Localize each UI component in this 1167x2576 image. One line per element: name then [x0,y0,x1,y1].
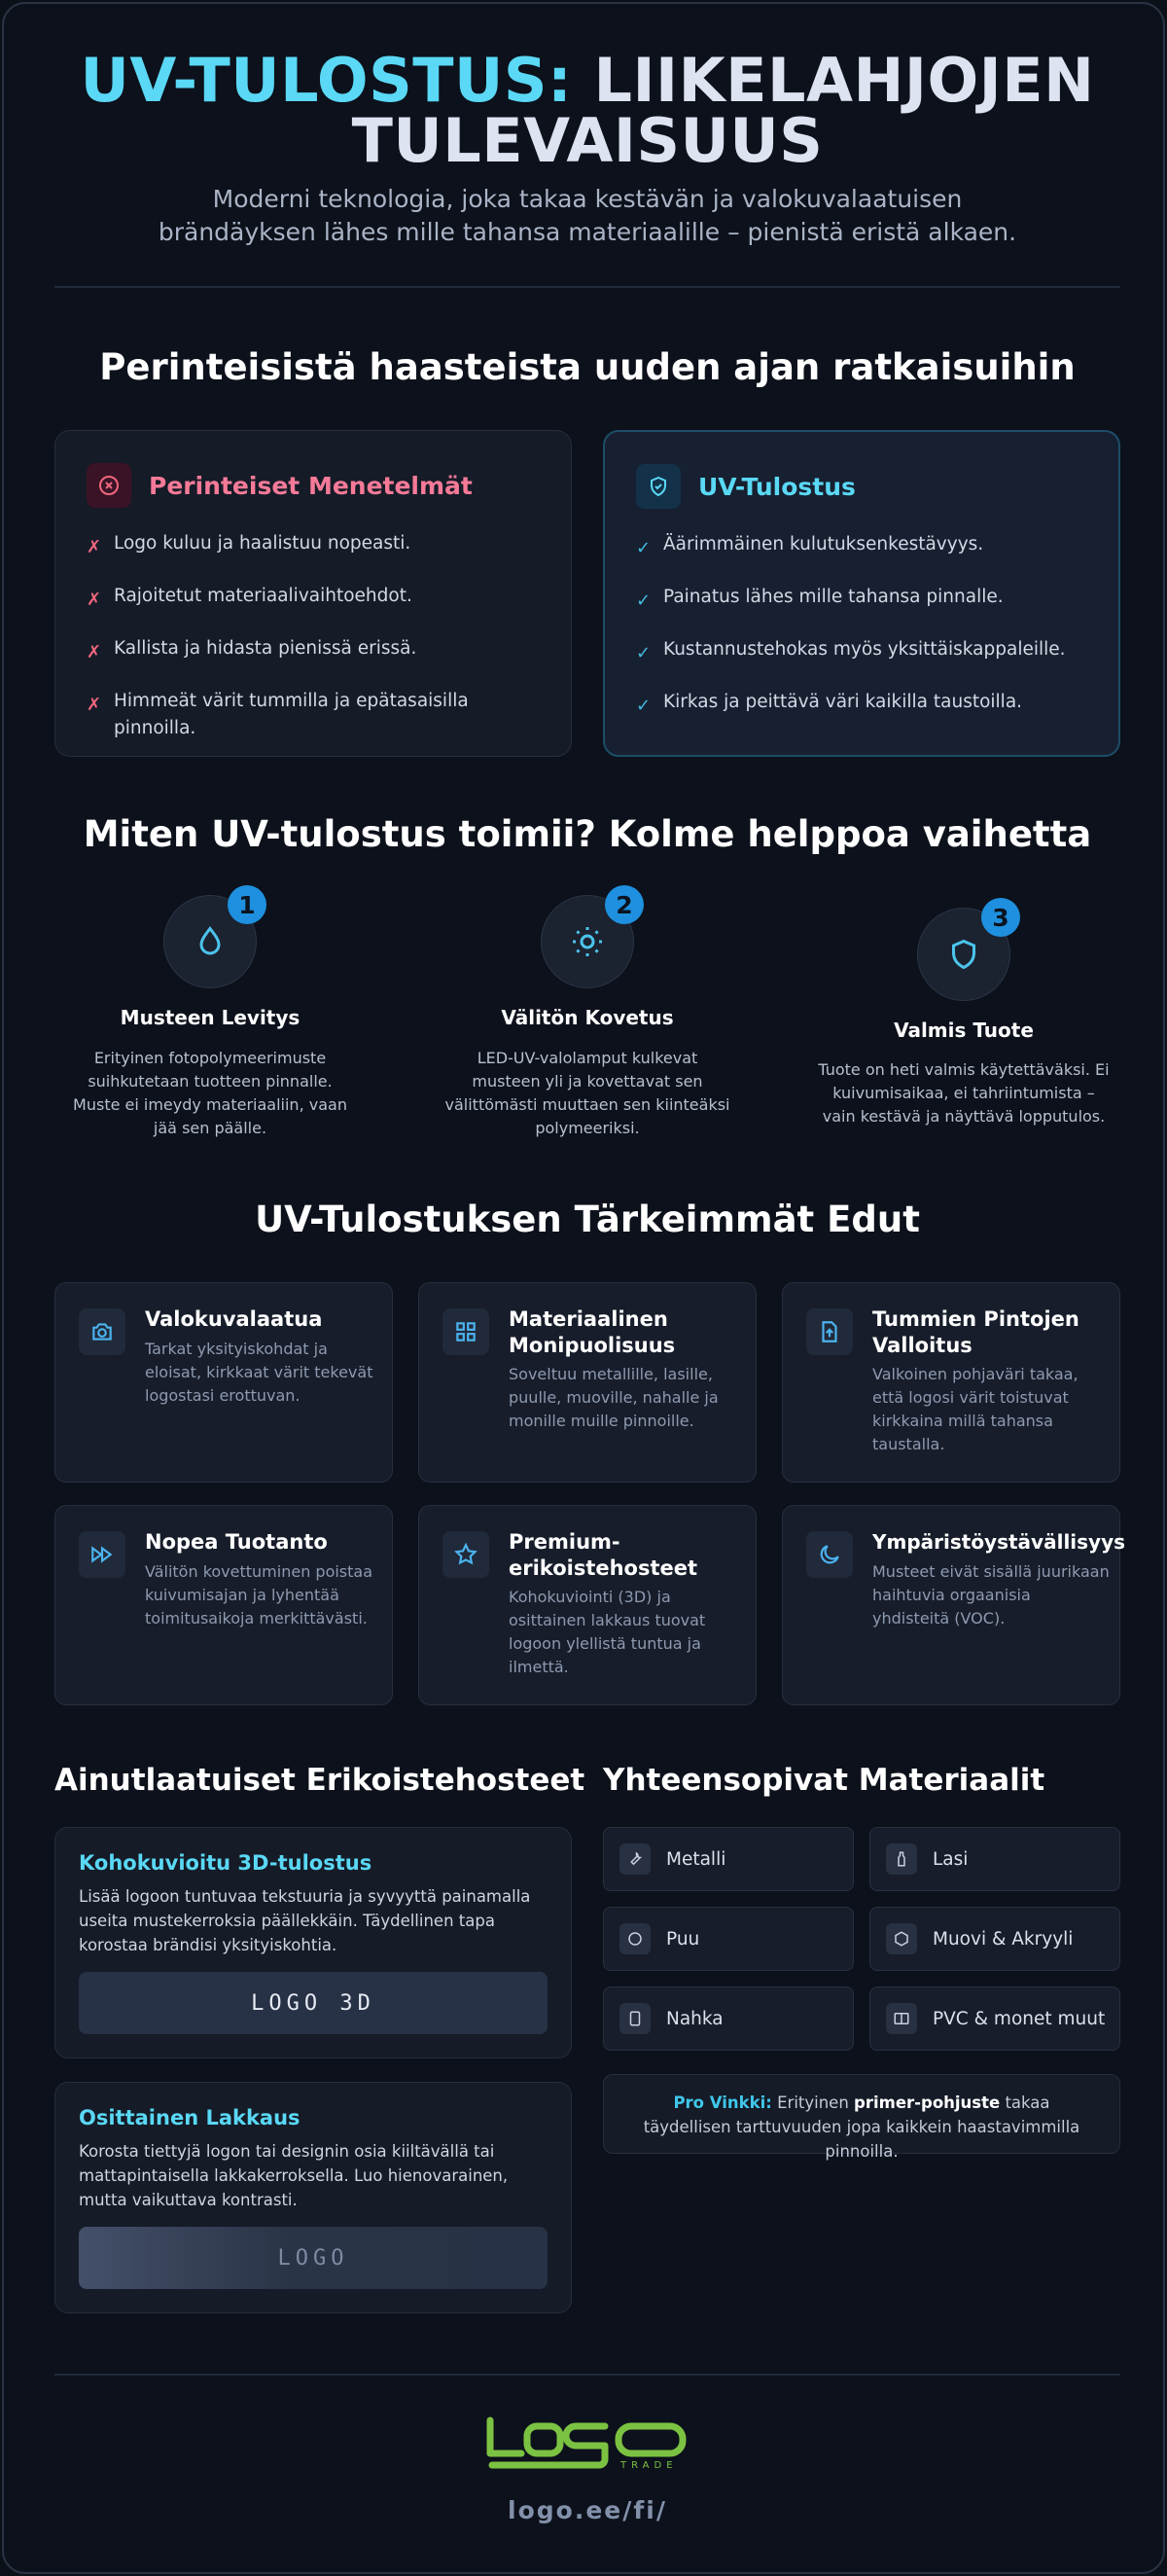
benefit-desc: Välitön kovettuminen poistaa kuivumisajan ja lyhentää toimitusaikoja merkittävästi. [145,1562,373,1628]
header-divider [54,286,1120,288]
effect-title: Kohokuvioitu 3D-tulostus [79,1851,372,1875]
effect-desc: Korosta tiettyjä logon tai designin osia kiiltävällä tai mattapintaisella lakkakerroksella. Luo hienovarainen, mutta vaikuttava kontrasti. [79,2142,509,2209]
x-circle-icon [87,463,131,508]
benefit-title: Nopea Tuotanto [145,1530,328,1554]
list-item: ✓ Kustannustehokas myös yksittäiskappaleille. [636,639,1066,663]
benefit-desc: Musteet eivät sisällä juurikaan haihtuvia orgaanisia yhdisteitä (VOC). [872,1562,1110,1628]
file-upload-icon [806,1308,853,1355]
material-label: Muovi & Akryyli [933,1928,1074,1950]
steps-title: Miten UV-tulostus toimii? Kolme helppoa vaihetta [83,813,1092,855]
book-icon [886,2003,917,2034]
benefit-desc: Kohokuviointi (3D) ja osittainen lakkaus tuovat logoon ylellistä tuntua ja ilmettä. [509,1588,706,1676]
benefit-title: Tummien Pintojen Valloitus [872,1307,1079,1357]
benefit-title: Ympäristöystävällisyys [872,1530,1126,1554]
list-item: ✗ Rajoitetut materiaalivaihtoehdot. [87,586,412,610]
logo-varnish-demo: LOGO [79,2227,548,2289]
fast-forward-icon [79,1531,125,1578]
effect-card-varnish [54,2082,572,2313]
benefit-card [418,1282,757,1483]
bottle-icon [886,1843,917,1875]
list-item: ✗ Himmeät värit tummilla ja epätasaisilla pinnoilla. [87,691,469,738]
logo-trade-logo[interactable] [482,2415,692,2471]
materials-title: Yhteensopivat Materiaalit [603,1763,1045,1798]
material-pvc [869,1986,1120,2051]
logo-3d-demo: LOGO 3D [79,1972,548,2034]
benefit-card [782,1505,1126,1705]
page-frame [2,2,1165,2574]
page-subtitle: Moderni teknologia, joka takaa kestävän ja valokuvalaatuisen brändäyksen lähes mille tahansa materiaalille – pienistä eristä alkaen. [158,185,1017,246]
benefit-card [54,1505,393,1705]
grid-icon [442,1308,489,1355]
uv-printing-card [603,430,1120,757]
page-title [4,45,1165,176]
uv-title: UV-Tulostus [698,472,856,501]
list-item: ✓ Kirkas ja peittävä väri kaikilla taustoilla. [636,692,1023,716]
step-desc: Tuote on heti valmis käytettäväksi. Ei kuivumisaikaa, ei tahriintumista – vain kestävä ja näyttävä lopputulos. [818,1060,1110,1126]
material-label: Lasi [933,1848,969,1870]
material-label: Puu [666,1928,700,1950]
effect-title: Osittainen Lakkaus [79,2106,301,2129]
footer-url-link[interactable]: logo.ee/fi/ [508,2496,667,2524]
list-item: ✓ Painatus lähes mille tahansa pinnalle. [636,587,1004,611]
step-desc: Erityinen fotopolymeerimuste suihkutetaan tuotteen pinnalle. Muste ei imeydy materiaaliin, vaan jää sen päälle. [73,1049,347,1137]
camera-icon [79,1308,125,1355]
material-label: Metalli [666,1848,726,1870]
effects-title: Ainutlaatuiset Erikoistehosteet [54,1763,585,1798]
list-item: ✗ Logo kuluu ja haalistuu nopeasti. [87,533,411,557]
benefit-title: Premium-erikoistehosteet [509,1530,698,1580]
pro-tip: Pro Vinkki: Erityinen primer-pohjuste takaa täydellisen tarttuvuuden jopa kaikkein haastavimmilla pinnoilla. [603,2074,1120,2154]
step-number: 2 [605,885,644,924]
title-accent: UV-TULOSTUS: [80,45,573,116]
moon-icon [806,1531,853,1578]
benefit-desc: Soveltuu metallille, lasille, puulle, muoville, nahalle ja monille muille pinnoille. [509,1365,719,1430]
list-item: ✗ Kallista ja hidasta pienissä erissä. [87,638,417,662]
traditional-title: Perinteiset Menetelmät [149,471,473,500]
effect-desc: Lisää logoon tuntuvaa tekstuuria ja syvyyttä painamalla useita mustekerroksia päällekkäin. Täydellinen tapa korostaa brändisi yksityiskohtia. [79,1887,531,1954]
shield-check-icon [636,464,681,509]
benefit-card [418,1505,757,1705]
title-rest: LIIKELAHJOJEN TULEVAISUUS [351,45,1095,176]
benefits-title: UV-Tulostuksen Tärkeimmät Edut [255,1199,920,1240]
comparison-title: Perinteisistä haasteista uuden ajan ratkaisuihin [99,346,1076,388]
step-title: Välitön Kovetus [501,1006,674,1029]
material-label: PVC & monet muut [933,2008,1106,2029]
benefit-desc: Tarkat yksityiskohdat ja eloisat, kirkkaat värit tekevät logostasi erottuvan. [145,1340,373,1405]
circle-icon [619,1923,651,1954]
material-glass [869,1827,1120,1891]
step-title: Musteen Levitys [120,1006,301,1029]
material-wood [603,1907,854,1971]
material-plastic [869,1907,1120,1971]
tablet-icon [619,2003,651,2034]
benefit-card [782,1282,1120,1483]
step-desc: LED-UV-valolamput kulkevat musteen yli ja kovettavat sen välittömästi muuttaen sen kiinteäksi polymeeriksi. [444,1049,730,1137]
effect-card-3d [54,1827,572,2058]
list-item: ✓ Äärimmäinen kulutuksenkestävyys. [636,534,984,558]
star-icon [442,1531,489,1578]
benefit-desc: Valkoinen pohjaväri takaa, että logosi värit toistuvat kirkkaina millä tahansa taustalla. [872,1365,1079,1453]
svg-text:TRADE: TRADE [620,2460,678,2471]
footer-divider [54,2374,1120,2376]
wrench-icon [619,1843,651,1875]
traditional-methods-card [54,430,572,757]
step-number: 1 [228,885,266,924]
benefit-title: Valokuvalaatua [145,1307,323,1331]
benefit-card [54,1282,393,1483]
benefit-title: Materiaalinen Monipuolisuus [509,1307,676,1357]
step-number: 3 [981,898,1020,937]
material-leather [603,1986,854,2051]
material-label: Nahka [666,2008,724,2029]
step-title: Valmis Tuote [894,1019,1034,1042]
material-metal [603,1827,854,1891]
hexagon-icon [886,1923,917,1954]
